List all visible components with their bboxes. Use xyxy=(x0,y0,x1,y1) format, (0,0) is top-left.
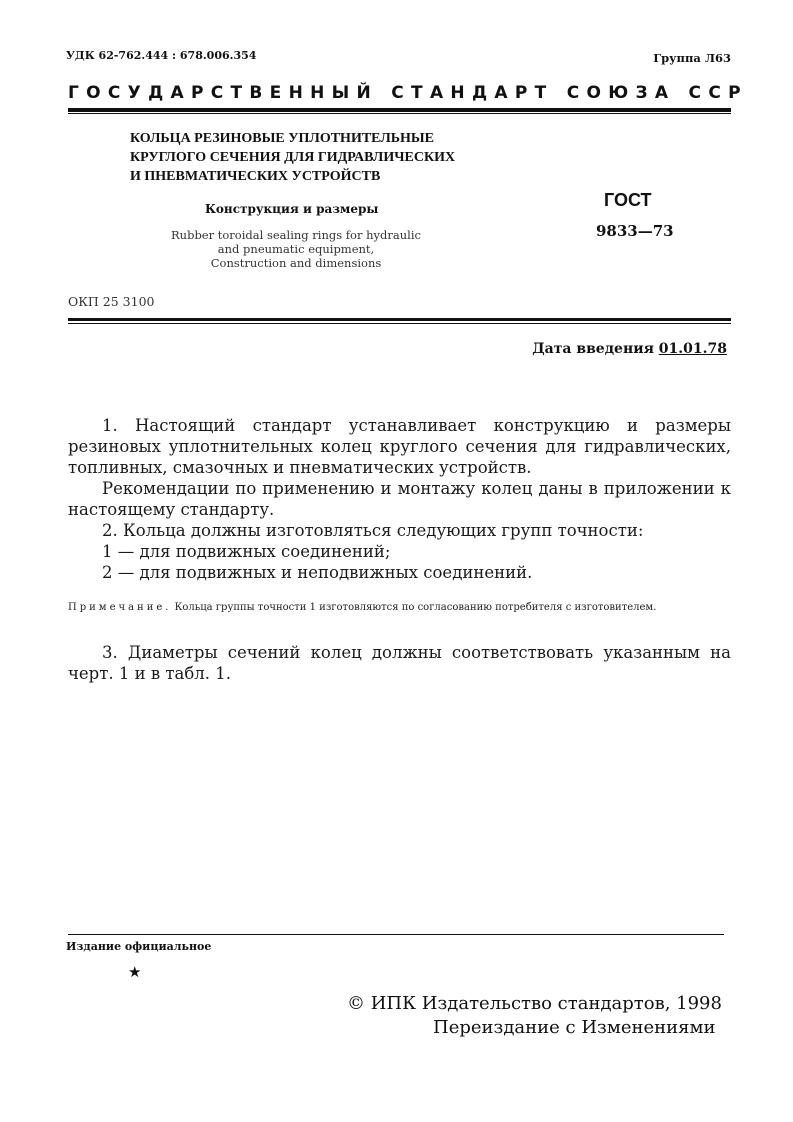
header-rule-thick xyxy=(68,108,731,112)
title-line-3: И ПНЕВМАТИЧЕСКИХ УСТРОЙСТВ xyxy=(130,169,381,184)
official-edition: Издание официальное xyxy=(66,940,212,953)
footer-rule xyxy=(68,934,724,935)
effective-date xyxy=(532,341,727,357)
paragraph-2: Рекомендации по применению и монтажу колец даны в приложении к настоящему стандарту. xyxy=(68,479,731,519)
okp-rule-thin xyxy=(68,323,731,324)
reissue-note: Переиздание с Изменениями xyxy=(433,1017,716,1038)
effective-date-value: 01.01.78 xyxy=(658,341,727,357)
paragraph-1: 1. Настоящий стандарт устанавливает конструкцию и размеры резиновых уплотнительных колец круглого сечения для гидравлических, топливных, смазочных и пневматических устройств. xyxy=(68,416,731,477)
body-text xyxy=(68,415,731,583)
header-rule-thin xyxy=(68,113,731,114)
title-line-2: КРУГЛОГО СЕЧЕНИЯ ДЛЯ ГИДРАВЛИЧЕСКИХ xyxy=(130,150,456,165)
gost-number: 9833—73 xyxy=(596,222,674,240)
okp-rule-thick xyxy=(68,318,731,321)
gost-label: ГОСТ xyxy=(604,190,652,210)
star-icon: ★ xyxy=(128,963,142,981)
english-title-line-2: and pneumatic equipment, xyxy=(217,242,375,256)
paragraph-4-block xyxy=(68,642,731,684)
state-standard-heading: ГОСУДАРСТВЕННЫЙ СТАНДАРТ СОЮЗА ССР xyxy=(68,83,748,103)
paragraph-4: 3. Диаметры сечений колец должны соответствовать указанным на черт. 1 и в табл. 1. xyxy=(68,643,731,683)
title-line-1: КОЛЬЦА РЕЗИНОВЫЕ УПЛОТНИТЕЛЬНЫЕ xyxy=(130,131,434,146)
english-title-line-1: Rubber toroidal sealing rings for hydraulic xyxy=(171,228,421,242)
copyright: © ИПК Издательство стандартов, 1998 xyxy=(347,993,722,1014)
udk-code: УДК 62-762.444 : 678.006.354 xyxy=(66,49,257,62)
effective-date-label: Дата введения xyxy=(532,341,654,357)
document-title xyxy=(130,129,550,186)
list-item-group-1: 1 — для подвижных соединений; xyxy=(102,542,391,561)
document-subtitle: Конструкция и размеры xyxy=(205,202,379,216)
list-item-group-2: 2 — для подвижных и неподвижных соединений. xyxy=(102,563,533,582)
group-code: Группа Л63 xyxy=(653,51,731,65)
english-title xyxy=(146,228,446,270)
note-label: Примечание. xyxy=(68,602,172,613)
paragraph-3: 2. Кольца должны изготовляться следующих групп точности: xyxy=(102,521,644,540)
note-text: Кольца группы точности 1 изготовляются по согласованию потребителя с изготовителем. xyxy=(174,602,657,613)
english-title-line-3: Construction and dimensions xyxy=(210,256,382,270)
okp-code: ОКП 25 3100 xyxy=(68,294,155,309)
note xyxy=(68,601,731,614)
